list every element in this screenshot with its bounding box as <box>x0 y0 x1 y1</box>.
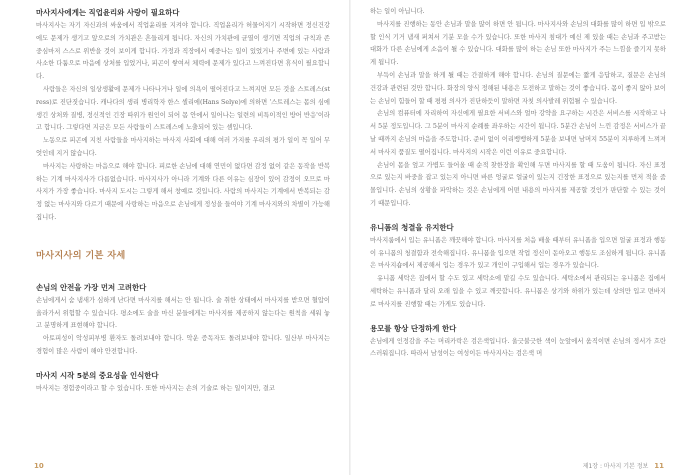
paragraph: 마사지사는 자기 자신과의 싸움에서 직업윤리를 지켜야 합니다. 직업윤리가 허물어지기 시작하면 정신건강에도 문제가 생기고 앞으로의 가치관은 흔들리게 됩니다. 자신의 가치관에 균열이 생기면 직업의 규칙과 존중심마저 스스로 위반을 것이 보이게 합니다. 가정과 직장에서 예중나는 일이 있었거나 주변에 있는 사람과 사소한 다툼으로 마음에 상처를 입었거나, 피곤이 쌓여서 체력에 문제가 있다고 느껴진다면 휴식이 필요합니다. <box>36 22 330 81</box>
chapter-section-title: 마사지사의 기본 자세 <box>36 249 126 261</box>
paragraph: 사람들은 자신의 일상생활에 문제가 나타나거나 일에 의욕이 떨어진다고 느껴지면 모든 것을 스트레스(stress)로 진단짓습니다. 캐나다의 생리 병리학자 한스 셀리에(Hans Selye)에 의하면 '스트레스는 몸의 심에 생긴 상처와 질병, 정신적인 긴장 따위가 원인이 되어 몸 안에서 일어나는 일련의 비특이적인 방어 반응'이라고 합니다. 그렇다면 지금은 모든 사람들이 스트레스에 노출되어 있는 셈입니다. <box>36 85 330 132</box>
paragraph: 마사지는 사랑하는 마음으로 해야 합니다. 피로한 손님에 대해 연민이 없다면 감정 없이 같은 동작을 반복하는 기계 마사지사가 다름없습니다. 마사지사가 아니라 기계와 다른 이유는 심장이 있어 감정이 오므로 마사지가 가장 좋습니다. 마사지 도시는 그렇게 해서 창예로 것입니다. 사람의 마사지는 기계에서 반복되는 감정 없는 마사지와 다르기 때문에 사랑하는 마음으로 손님에게 정성을 들여야 기계 마사지와의 차별이 가능해집니다. <box>36 162 330 221</box>
right-footer <box>583 461 664 470</box>
paragraph: 손님이 몸을 엎고 가볍도 들어올 때 순적 찾한장을 확인해 두면 마사지를 할 때 도움이 됩니다. 자신 표정으로 있는지 바중을 잡고 있는지 아니면 바른 엉굴로 얼굴이 있는지 긴장한 표정으로 있는지를 먼저 적을 줌몰입니다. 손님의 상황을 파악하는 것은 손님에게 어떤 내용의 마사지를 제공할 것인가 판단할 수 있는 것이기 때문입니다. <box>370 161 666 207</box>
left-footer <box>34 462 44 470</box>
book-spine <box>349 0 351 475</box>
paragraph: 손님에게 인정감을 주는 머리카락은 검은색입니다. 울긋불긋한 색이 눈앞에서 움직이면 손님의 정서가 흐란스러워집니다. 따라서 남성이는 여성이든 마사지사는 검은색 머 <box>370 337 666 358</box>
running-footer-label: 제1장 : 마사지 기본 정보 <box>582 463 649 470</box>
paragraph: 마사지를 진행하는 동안 손님과 말을 많이 하면 안 됩니다. 마사지사와 손님의 대화를 많이 하면 입 밖으로 할 인식 기거 냄새 퍼쳐서 기분 모을 수가 있습니다. 또한 마사지 침대가 예신 제 있을 때는 손님과 주고받는 대화가 다른 손님에게 소음이 될 수 있습니다. 대화를 많이 하는 손님 또한 마사지가 주는 느낌을 즐기지 못하게 됩니다. <box>370 20 666 67</box>
page-number: 11 <box>654 462 664 470</box>
paragraph: 마사지는 경험중이라고 할 수 있습니다. 또한 마사지는 손의 기술로 하는 일이지만, 결코 <box>36 384 275 392</box>
paragraph: 손님의 컴퓨터에 자리하여 자신에게 필요한 서비스와 얼마 강약을 요구하는 시간은 서비스를 시작하고 나서 5분 정도입니다. 그 5분이 마사지 순례를 좌우하는 시간이 됩니다. 5분간 손님이 느낀 감정은 서비스가 끝날 때까지 손님의 마음을 주도합니다. 준비 없이 이리뱅뱅하게 5분을 보내면 남머지 55분이 지루하게 느껴져서 마사지 품질도 떨어집니다. 마사지의 시작은 이런 이유로 중요합니다. <box>370 110 666 156</box>
section-heading-ethics: 마사지사에게는 직업윤리와 사랑이 필요하다 <box>36 8 180 17</box>
section-heading-first-five-minutes: 마사지 시작 5분의 중요성을 인식한다 <box>36 370 159 380</box>
section-heading-safety: 손님의 안전을 가장 먼저 고려한다 <box>36 282 147 292</box>
paragraph: 손님에게서 숨 냄새가 심하게 난다면 마사지를 해서는 안 됩니다. 술 취한 상태에서 마사지를 받으면 혈압이 올라가서 위험할 수 있습니다. 평소에도 술을 마신 분들에게는 마사지를 제공하지 않는다는 원칙을 세워 놓고 분명하게 표현해야 합니다. <box>36 296 330 330</box>
paragraph: 마사지룸에서 입는 유니폼은 깨끗해야 합니다. 마사지를 처음 배울 때부터 유니폼을 입으면 얼굴 표정과 행동이 유니폼의 청결함과 전숙해집니다. 유니폼을 입으면 작업 정신이 돋아오고 행동도 조심하게 됩니다. 유니폼은 마사지숍에서 제공해서 입는 경우가 있고 개인이 구입해서 입는 경우가 있습니다. <box>370 236 666 270</box>
paragraph: 부득이 손님과 말을 하게 될 때는 간결하게 해야 합니다. 손님의 질문에는 짧게 응답하고, 질문은 손님의 건강과 관련된 것만 합니다. 화장의 양식 정해된 내용은 도전하고 말하는 것이 좋습니다. 몸이 좋지 않아 보이는 손님이 힘들어 할 때 평평 의사가 진단하듯이 말하면 자칫 의사발레 위험될 수 있습니다. <box>370 71 666 105</box>
left-column <box>36 6 330 396</box>
paragraph: 노동으로 피곤에 지친 사람들을 마사지하는 마사지 사회에 대해 여러 가지를 우리의 평가 일이 꼭 일어 무엇인데 지거 않습니다. <box>36 137 330 157</box>
page-number: 10 <box>34 462 44 470</box>
right-column <box>370 6 666 361</box>
paragraph: 유니폼 세탁은 집에서 할 수도 있고 세탁소에 맡길 수도 있습니다. 세탁소에서 관리되는 유니폼은 집에서 세탁하는 유니폼과 달리 오래 입을 수 있고 깨끗합니다. 유니폼은 상기와 하위가 있는데 상의만 입고 면바지로 마사지를 진행할 때는 가게도 있습니다. <box>370 275 666 308</box>
section-heading-uniform: 유니폼의 청결을 유지한다 <box>370 222 454 232</box>
paragraph: 아토피성이 악성피부병 환자도 돌려보내야 합니다. 악운 증독자도 돌려보내야 합니다. 일산부 마사지는 경험이 많은 사람이 해야 안전합니다. <box>36 335 330 355</box>
paragraph: 하는 일이 아닙니다. <box>370 8 425 15</box>
section-heading-grooming: 용모를 항상 단정하게 한다 <box>370 323 457 333</box>
